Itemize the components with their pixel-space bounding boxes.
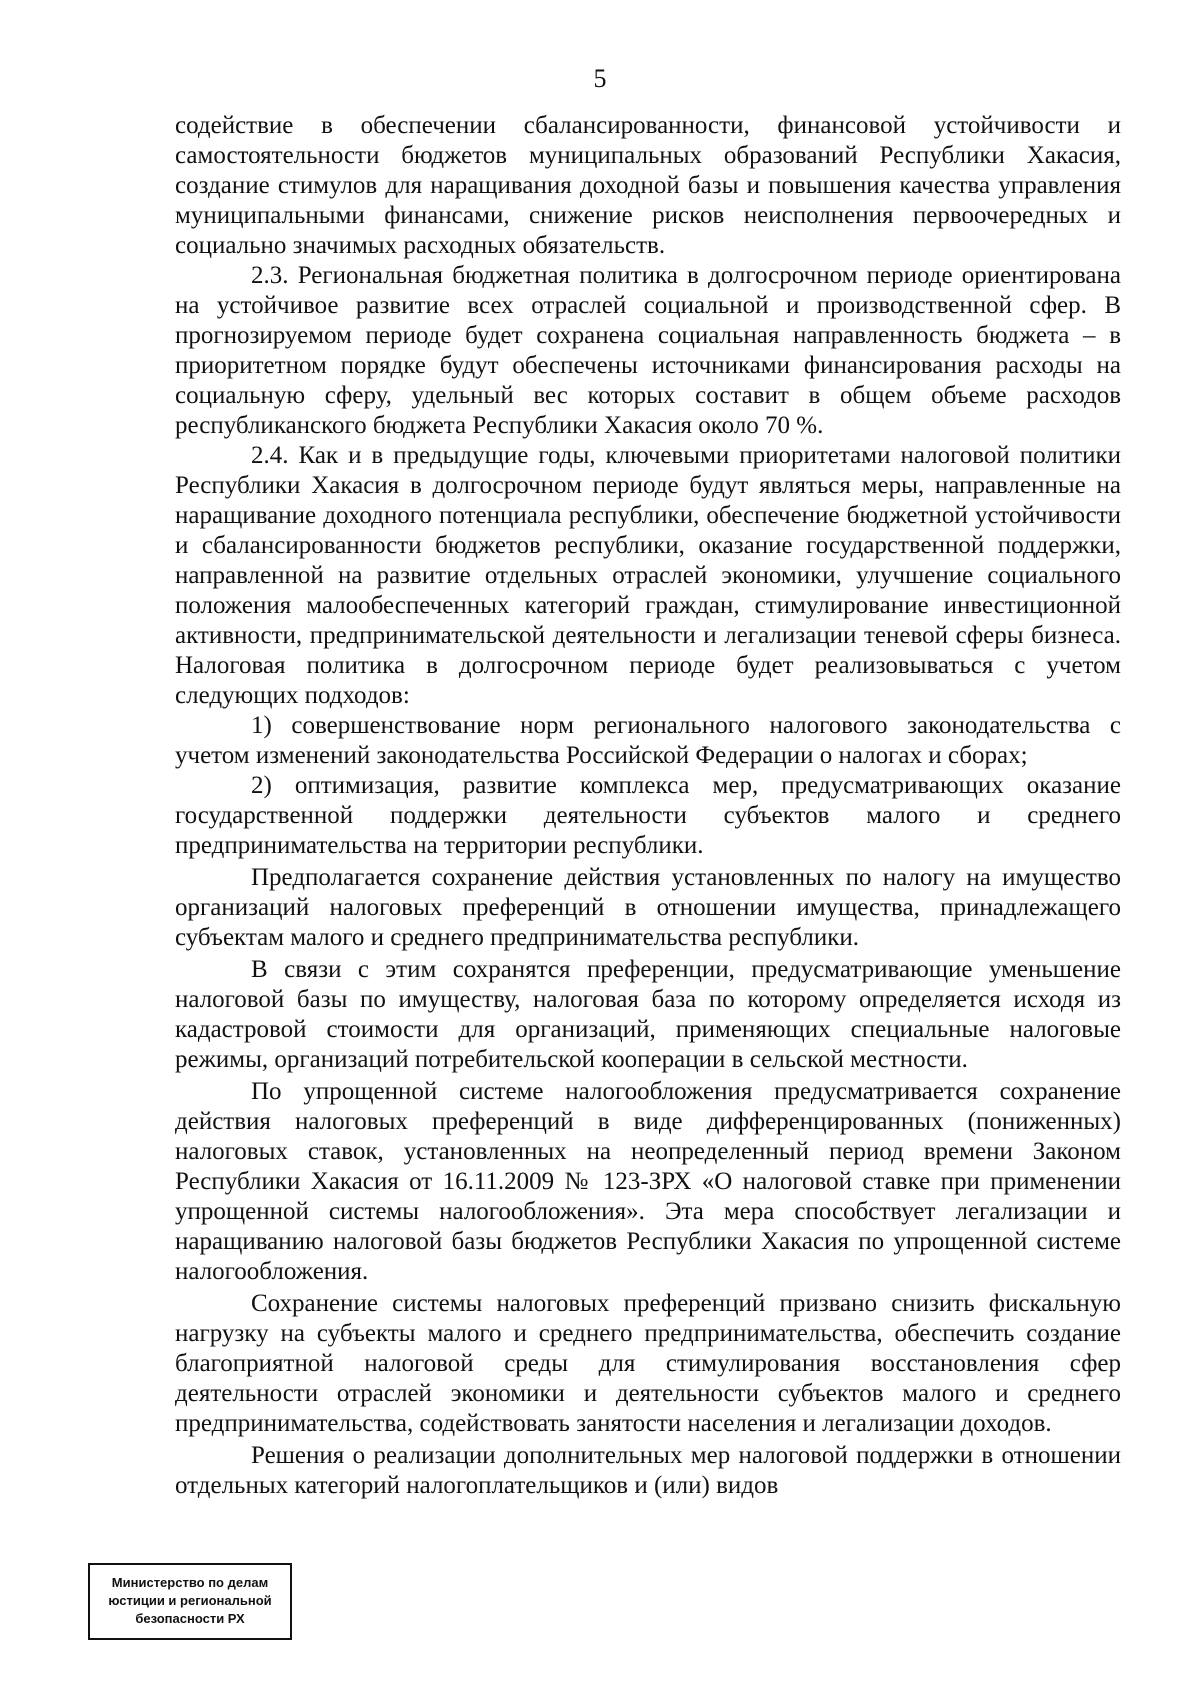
list-item-2: 2) оптимизация, развитие комплекса мер, предусматривающих оказание государственной поддержки деятельности субъектов малого и среднего предпринимательства на территории республики.	[175, 772, 1121, 859]
paragraph-preferences: В связи с этим сохранятся преференции, предусматривающие уменьшение налоговой базы по имуществу, налоговая база по которому определяется исходя из кадастровой стоимости для организаций, применяющих специальные налоговые режимы, организаций потребительской кооперации в сельской местности.	[175, 956, 1121, 1073]
paragraph-2-4: 2.4. Как и в предыдущие годы, ключевыми приоритетами налоговой политики Республики Хакасия в долгосрочном периоде будут являться меры, направленные на наращивание доходного потенциала республики, обеспечение бюджетной устойчивости и сбалансированности бюджетов республики, оказание государственной поддержки, направленной на развитие отдельных отраслей экономики, улучшение социального положения малообеспеченных категорий граждан, стимулирование инвестиционной активности, предпринимательской деятельности и легализации теневой сферы бизнеса. Налоговая политика в долгосрочном периоде будет реализовываться с учетом следующих подходов:	[175, 442, 1121, 709]
document-body	[175, 111, 1121, 1501]
paragraph-simplified-system: По упрощенной системе налогообложения предусматривается сохранение действия налоговых преференций в виде дифференцированных (пониженных) налоговых ставок, установленных на неопределенный период времени Законом Республики Хакасия от 16.11.2009 № 123-ЗРХ «О налоговой ставке при применении упрощенной системы налогообложения». Эта мера способствует легализации и наращиванию налоговой базы бюджетов Республики Хакасия по упрощенной системе налогообложения.	[175, 1078, 1121, 1285]
ministry-stamp	[88, 1563, 292, 1640]
page-number: 5	[593, 64, 607, 93]
paragraph-continuation: содействие в обеспечении сбалансированности, финансовой устойчивости и самостоятельности бюджетов муниципальных образований Республики Хакасия, создание стимулов для наращивания доходной базы и повышения качества управления муниципальными финансами, снижение рисков неисполнения первоочередных и социально значимых расходных обязательств.	[175, 112, 1121, 259]
paragraph-2-3: 2.3. Региональная бюджетная политика в долгосрочном периоде ориентирована на устойчивое развитие всех отраслей социальной и производственной сфер. В прогнозируемом периоде будет сохранена социальная направленность бюджета – в приоритетном порядке будут обеспечены источниками финансирования расходы на социальную сферу, удельный вес которых составит в общем объеме расходов республиканского бюджета Республики Хакасия около 70 %.	[175, 262, 1121, 439]
stamp-line: юстиции и региональной	[108, 1593, 272, 1608]
stamp-line: Министерство по делам	[111, 1575, 269, 1590]
paragraph-decisions: Решения о реализации дополнительных мер налоговой поддержки в отношении отдельных категорий налогоплательщиков и (или) видов	[175, 1442, 1121, 1499]
list-item-1: 1) совершенствование норм регионального налогового законодательства с учетом изменений законодательства Российской Федерации о налогах и сборах;	[175, 712, 1121, 769]
stamp-line: безопасности РХ	[135, 1611, 245, 1626]
paragraph-preferences-system: Сохранение системы налоговых преференций призвано снизить фискальную нагрузку на субъекты малого и среднего предпринимательства, обеспечить создание благоприятной налоговой среды для стимулирования восстановления сфер деятельности отраслей экономики и деятельности субъектов малого и среднего предпринимательства, содействовать занятости населения и легализации доходов.	[175, 1290, 1121, 1437]
paragraph-property-tax: Предполагается сохранение действия установленных по налогу на имущество организаций налоговых преференций в отношении имущества, принадлежащего субъектам малого и среднего предпринимательства республики.	[175, 864, 1121, 951]
